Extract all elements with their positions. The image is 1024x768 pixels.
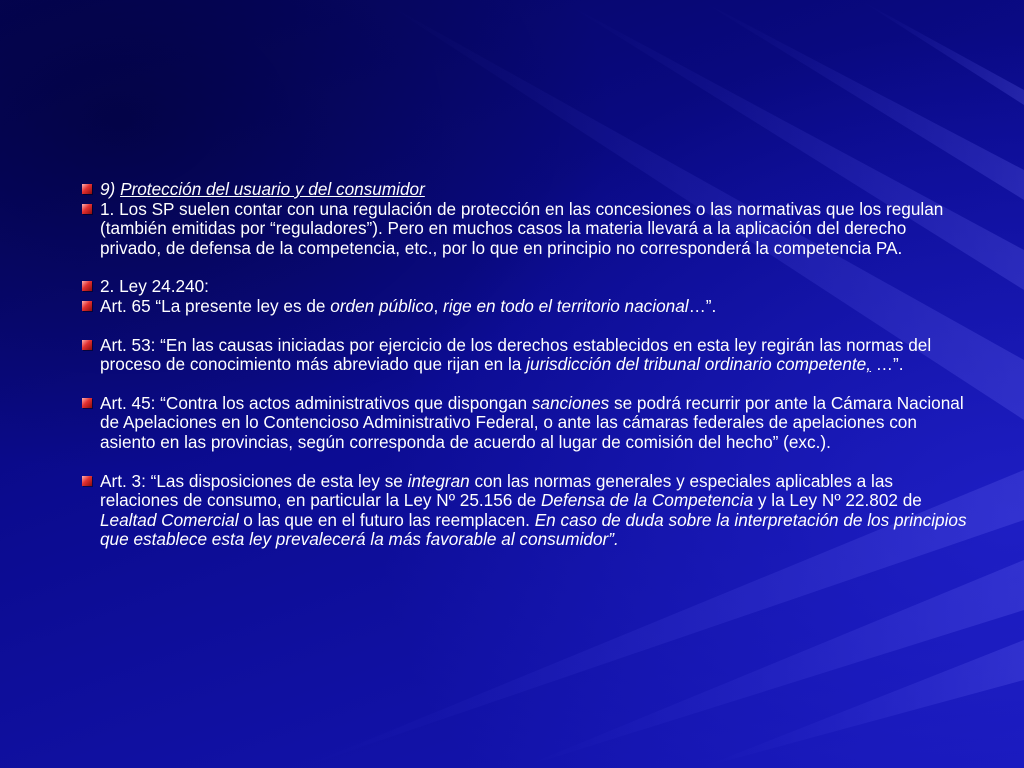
heading-title: Protección del usuario y del consumidor: [120, 179, 425, 199]
bullet-item-art-65: [82, 297, 972, 317]
red-square-bullet-icon: [82, 281, 92, 291]
bullet-item-heading: [82, 180, 972, 200]
art-3-text-h: En caso de duda sobre la interpretación de los principios que establece esta ley prevalecerá la más favorable al consumidor”.: [100, 509, 967, 550]
art-3-text-c: con las normas generales y especiales aplicables a las relaciones de consumo, en particular la Ley Nº 25.156 de: [100, 470, 893, 511]
art-65-text-e: …”.: [688, 295, 717, 316]
red-square-bullet-icon: [82, 301, 92, 311]
art-53-text-d: …”.: [871, 354, 904, 375]
art-3-text-g: o las que en el futuro las reemplacen.: [238, 509, 535, 530]
bullet-item-ley: [82, 277, 972, 297]
slide-body: [82, 180, 972, 550]
spacer: [82, 375, 972, 394]
art-65-text-a: Art. 65 “La presente ley es de: [100, 295, 331, 316]
art-45-text-c: se podrá recurrir por ante la Cámara Nacional de Apelaciones en lo Contencioso Administrativo Federal, o ante las cámaras federales de apelaciones con asiento en las provincias, según corresponda de acuerdo al lugar de comisión del hecho” (exc.).: [100, 392, 964, 452]
art-3-text-e: y la Ley Nº 22.802 de: [753, 490, 922, 511]
bullet-item-point-1: [82, 200, 972, 259]
red-square-bullet-icon: [82, 398, 92, 408]
heading-number: 9): [100, 179, 121, 199]
red-square-bullet-icon: [82, 204, 92, 214]
art-3-text-a: Art. 3: “Las disposiciones de esta ley se: [100, 470, 408, 491]
spacer: [82, 317, 972, 336]
spacer: [82, 453, 972, 472]
red-square-bullet-icon: [82, 476, 92, 486]
art-53-text-c: ,: [866, 354, 872, 375]
bullet-item-art-3: [82, 472, 972, 550]
art-53-text-a: Art. 53: “En las causas iniciadas por ejercicio de los derechos establecidos en esta ley regirán las normas del proceso de conocimiento más abreviado que rijan en la: [100, 334, 932, 375]
red-square-bullet-icon: [82, 340, 92, 350]
art-65-text-c: ,: [433, 295, 444, 316]
art-45-text-a: Art. 45: “Contra los actos administrativos que dispongan: [100, 392, 532, 413]
art-53-text-b: jurisdicción del tribunal ordinario competente: [526, 354, 867, 375]
art-3-text-d: Defensa de la Competencia: [541, 490, 754, 511]
bullet-item-art-45: [82, 394, 972, 453]
art-45-text-b: sanciones: [531, 392, 610, 413]
art-65-text-d: rige en todo el territorio nacional: [443, 295, 689, 316]
red-square-bullet-icon: [82, 184, 92, 194]
art-3-text-f: Lealtad Comercial: [100, 509, 239, 530]
bullet-item-art-53: [82, 336, 972, 375]
art-65-text-b: orden público: [330, 295, 434, 316]
spacer: [82, 258, 972, 277]
ley-text: 2. Ley 24.240:: [100, 276, 209, 297]
art-3-text-b: integran: [407, 470, 470, 491]
point-1-text: 1. Los SP suelen contar con una regulación de protección en las concesiones o las normativas que los regulan (también emitidas por “reguladores”). Pero en muchos casos la materia llevará a la aplicación del derecho privado, de defensa de la competencia, etc., por lo que en principio no corresponderá la competencia PA.: [100, 198, 944, 258]
